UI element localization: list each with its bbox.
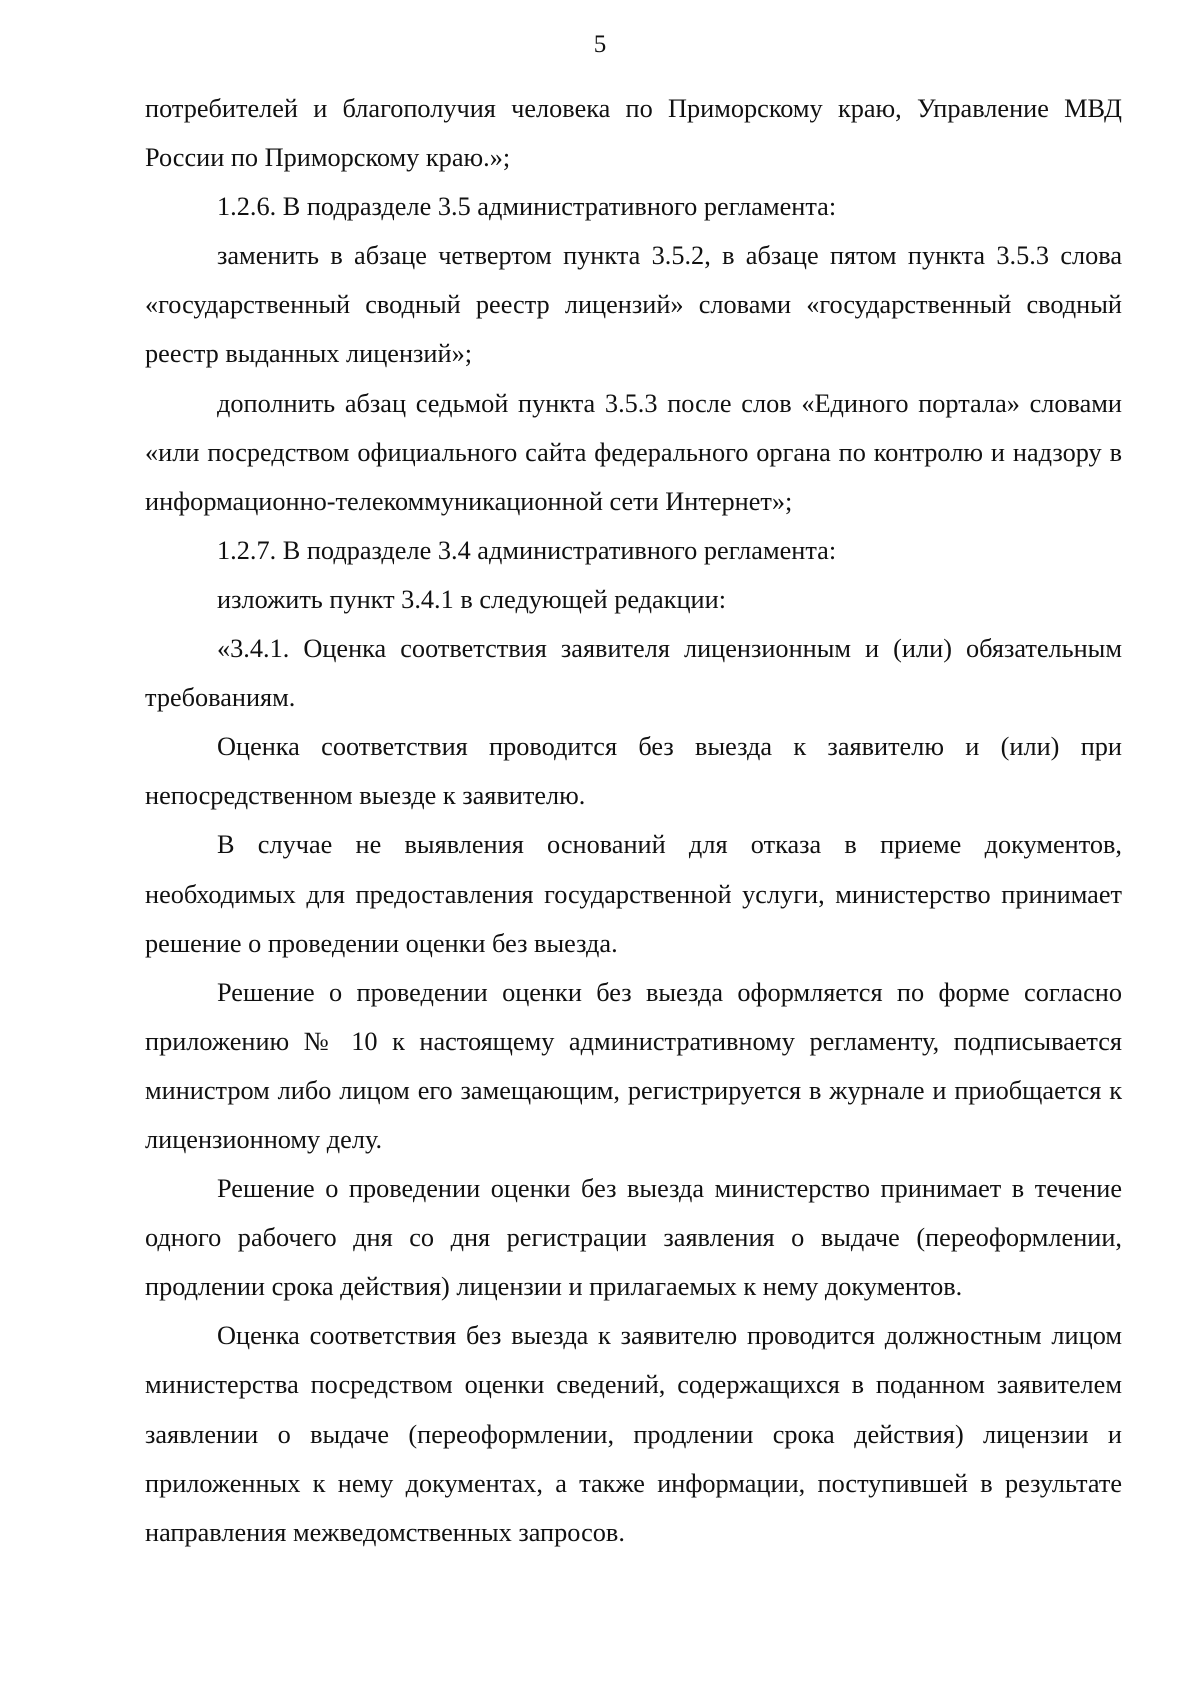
paragraph-no-grounds: В случае не выявления оснований для отказа в приеме документов, необходимых для предоставления государственной услуги, министерство принимает решение о проведении оценки без выезда.: [145, 830, 1122, 958]
paragraph-decision-term: Решение о проведении оценки без выезда министерство принимает в течение одного рабочего дня со дня регистрации заявления о выдаче (переоформлении, продлении срока действия) лицензии и прилагаемых к нему документов.: [145, 1174, 1122, 1302]
paragraph-subsection-1-2-6: 1.2.6. В подразделе 3.5 административного регламента:: [217, 192, 837, 222]
paragraph-replace-words: заменить в абзаце четвертом пункта 3.5.2, в абзаце пятом пункта 3.5.3 слова «государственный сводный реестр лицензий» словами «государственный сводный реестр выданных лицензий»;: [145, 241, 1122, 369]
paragraph-assessment-procedure: Оценка соответствия без выезда к заявителю проводится должностным лицом министерства посредством оценки сведений, содержащихся в поданном заявителем заявлении о выдаче (переоформлении, продлении срока действия) лицензии и приложенных к нему документах, а также информации, поступившей в результате направления межведомственных запросов.: [145, 1321, 1122, 1547]
paragraph-restate-point: изложить пункт 3.4.1 в следующей редакции:: [217, 584, 727, 614]
paragraph-continuation: потребителей и благополучия человека по Приморскому краю, Управление МВД России по Приморскому краю.»;: [145, 94, 1122, 173]
paragraph-point-3-4-1: «3.4.1. Оценка соответствия заявителя лицензионным и (или) обязательным требованиям.: [145, 634, 1122, 713]
paragraph-assessment-mode: Оценка соответствия проводится без выезда к заявителю и (или) при непосредственном выезде к заявителю.: [145, 732, 1122, 811]
document-body: [145, 84, 1122, 1557]
paragraph-decision-form: Решение о проведении оценки без выезда оформляется по форме согласно приложению № 10 к настоящему административному регламенту, подписывается министром либо лицом его замещающим, регистрируется в журнале и приобщается к лицензионному делу.: [145, 977, 1122, 1154]
paragraph-subsection-1-2-7: 1.2.7. В подразделе 3.4 административного регламента:: [217, 535, 837, 565]
paragraph-supplement: дополнить абзац седьмой пункта 3.5.3 после слов «Единого портала» словами «или посредством официального сайта федерального органа по контролю и надзору в информационно-телекоммуникационной сети Интернет»;: [145, 388, 1122, 516]
page-number: 5: [593, 31, 607, 58]
